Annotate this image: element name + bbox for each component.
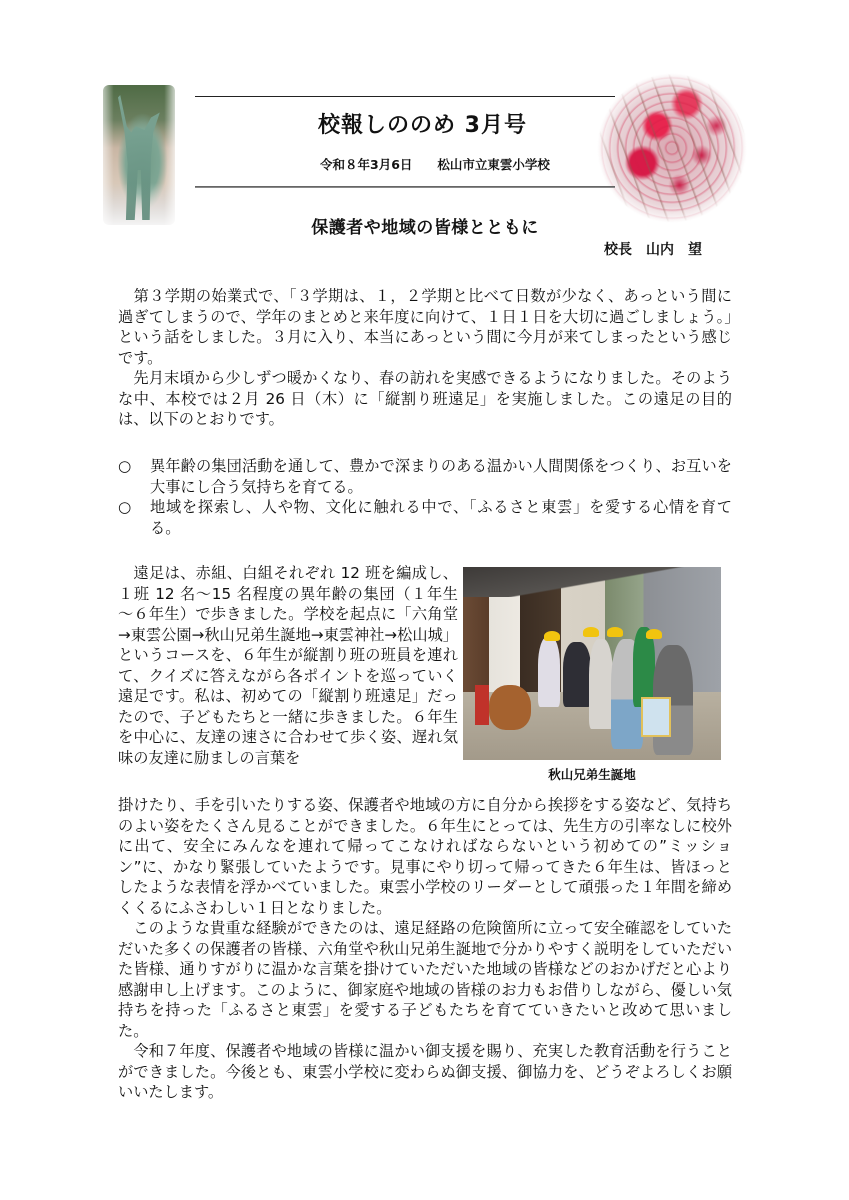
student-figure	[589, 639, 613, 729]
list-item-text: 異年齢の集団活動を通して、豊かで深まりのある温かい人間関係をつくり、お互いを大事にし合う気持ちを育てる。	[150, 457, 732, 496]
circle-bullet-icon: ○	[118, 498, 132, 516]
paragraph: 令和７年度、保護者や地域の皆様に温かい御支援を賜り、充実した教育活動を行うことができました。今後とも、東雲小学校に変わらぬ御支援、御協力を、どうぞよろしくお願いいたします。	[118, 1042, 732, 1101]
list-item	[118, 456, 732, 497]
closing-paragraphs	[118, 795, 732, 1103]
paragraph: 第３学期の始業式で、「３学期は、１，２学期と比べて日数が少なく、あっという間に過ぎてしまうので、学年のまとめと来年度に向けて、１日１日を大切に過ごしましょう。」という話をしました。３月に入り、本当にあっという間に今月が来てしまったという感じです。	[118, 287, 732, 367]
yellow-helmet-icon	[646, 629, 662, 639]
intro-paragraphs	[118, 286, 732, 430]
header-rule-bottom	[195, 186, 615, 188]
clay-pot	[489, 685, 531, 730]
photo-caption: 秋山兄弟生誕地	[548, 767, 636, 782]
adult-figure	[633, 627, 655, 707]
purpose-list	[118, 456, 732, 538]
paragraph: 掛けたり、手を引いたりする姿、保護者や地域の方に自分から挨拶をする姿など、気持ちのよい姿をたくさん見ることができました。６年生にとっては、先生方の引率なしに校外に出て、安全にみんなを連れて帰ってこなければならないという初めての”ミッション”に、かなり緊張していたようです。見事にやり切って帰ってきた６年生は、皆ほっとしたような表情を浮かべていました。東雲小学校のリーダーとして頑張った１年間を締めくくるにふさわしい１日となりました。	[118, 796, 733, 917]
student-figure	[563, 642, 591, 707]
excursion-paragraph: 遠足は、赤組、白組それぞれ 12 班を編成し、１班 12 名～15 名程度の異年齢の集団（１年生～６年生）で歩きました。学校を起点に「六角堂→東雲公園→秋山兄弟生誕地→東雲神社→松山城」というコースを、６年生が縦割り班の班員を連れて、クイズに答えながら各ポイントを巡っていく遠足です。私は、初めての「縦割り班遠足」だったので、子どもたちと一緒に歩きました。６年生を中心に、友達の速さに合わせて歩く姿、遅れ気味の友達に励ましの言葉を	[118, 564, 458, 767]
clipboard	[641, 697, 671, 737]
student-figure	[538, 637, 560, 707]
article-headline: 保護者や地域の皆様とともに	[311, 218, 539, 238]
yellow-helmet-icon	[583, 627, 599, 637]
dateline: 令和８年3月6日 松山市立東雲小学校	[320, 157, 550, 172]
plum-blossom-branches	[598, 74, 746, 222]
paragraph: 先月末頃から少しずつ暖かくなり、春の訪れを実感できるようになりました。そのような中、本校では２月 26 日（木）に「縦割り班遠足」を実施しました。この遠足の目的は、以下のとおりです。	[118, 369, 732, 428]
yellow-helmet-icon	[544, 631, 560, 641]
yellow-helmet-icon	[607, 627, 623, 637]
fire-extinguisher-box	[475, 685, 489, 725]
excursion-photo	[463, 567, 721, 760]
newsletter-title: 校報しののめ 3月号	[318, 113, 527, 138]
header-rule-top	[195, 96, 615, 97]
list-item	[118, 497, 732, 538]
paragraph: このような貴重な経験ができたのは、遠足経路の危険箇所に立って安全確認をしていただいた多くの保護者の皆様、六角堂や秋山兄弟生誕地で分かりやすく説明をしていただいた皆様、通りすがりに温かな言葉を掛けていただいた地域の皆様などのおかげだと心より感謝申し上げます。このように、御家庭や地域の皆様のお力もお借りしながら、優しい気持ちを持った「ふるさと東雲」を愛する子どもたちを育てていきたいと改めて思いました。	[118, 919, 732, 1040]
circle-bullet-icon: ○	[118, 457, 132, 475]
article-author: 校長 山内 望	[604, 242, 702, 258]
roof-shape	[463, 567, 721, 597]
list-item-text: 地域を探索し、人や物、文化に触れる中で、「ふるさと東雲」を愛する心情を育てる。	[150, 498, 732, 537]
